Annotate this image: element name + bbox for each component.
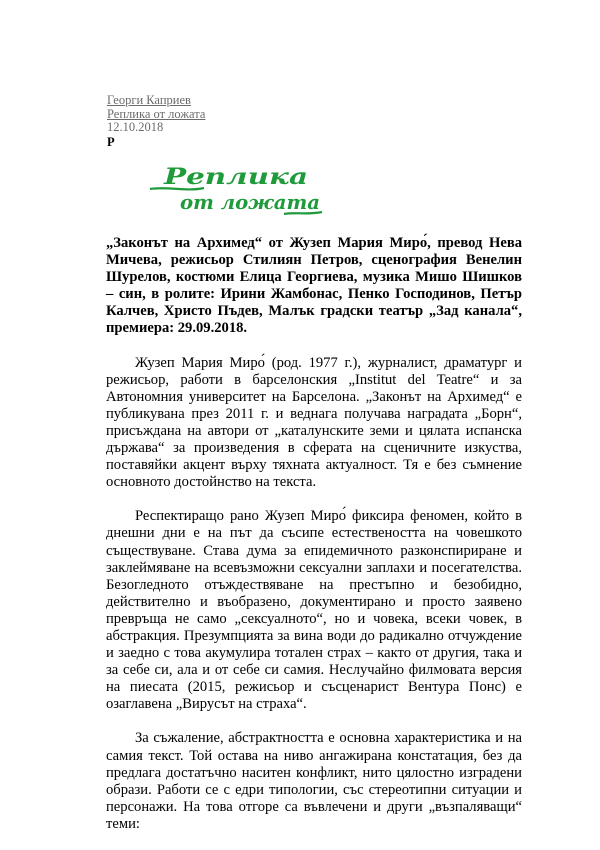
logo-underline <box>150 188 204 189</box>
article-heading: „Законът на Архимед“ от Жузеп Мария Миро́, превод Нева Мичева, режисьор Стилиян Петров, сценография Венелин Шурелов, костюми Елица Георгиева, музика Мишо Шишков – син, в ролите: Ирини Жамбонас, Пенко Господинов, Петър Калчев, Христо Пъдев, Малък градски театър „Зад канала“, премиера: 29.09.2018. <box>106 235 522 337</box>
article-paragraph: Респектиращо рано Жузеп Миро́ фиксира феномен, който в днешни дни е на път да съсипе естествеността на човешкото съществуване. Става дума за епидемичното разконспириране и заклеймяване на всевъзможни сексуални заплахи и посегателства. Безогледното отъждествяване на престъпно и безобидно, действително и въобразено, документирано и просто заявено превръща не само „сексуалното“, но и човека, всеки човек, в абстракция. Презумпцията за вина води до радикално отчуждение и заедно с това акумулира тотален страх – както от другия, така и за себе си, ала и от себе си самия. Неслучайно филмовата версия на пиесата (2015, режисьор и съсценарист Вентура Понс) е озаглавена „Вирусът на страха“. <box>106 508 522 713</box>
article-paragraph: За съжаление, абстрактността е основна характеристика и на самия текст. Той остава на ниво ангажирана констатация, без да предлага достатъчно наситен конфликт, нито цялостно изградени образи. Работи се с едри типологии, със стереотипни ситуации и персонажи. На това отгоре са въвлечени и други „възпаляващи“ теми: <box>106 730 522 832</box>
article-paragraph: Жузеп Мария Миро́ (род. 1977 г.), журналист, драматург и режисьор, работи в барселонския „Institut del Teatre“ и за Автономния университет на Барселона. „Законът на Архимед“ е публикувана през 2011 г. и веднага получава наградата „Борн“, присъждана на автори от „каталунските земи и цялата испанска държава“ за произведения в сферата на сценичните изкуства, поставяйки акцент върху тяхната актуалност. Тя е без съмнение основното достойнство на текста. <box>106 354 522 491</box>
section-link[interactable]: Реплика от ложата <box>107 106 206 121</box>
article-meta <box>107 94 205 149</box>
p-mark: P <box>107 134 115 149</box>
logo-line-2: от ложата <box>180 190 320 214</box>
author-link[interactable]: Георги Каприев <box>107 93 191 107</box>
logo-line-1: Реплика <box>162 164 308 190</box>
article-body <box>106 235 522 850</box>
publish-date: 12.10.2018 <box>107 120 164 134</box>
replika-logo <box>146 162 326 218</box>
